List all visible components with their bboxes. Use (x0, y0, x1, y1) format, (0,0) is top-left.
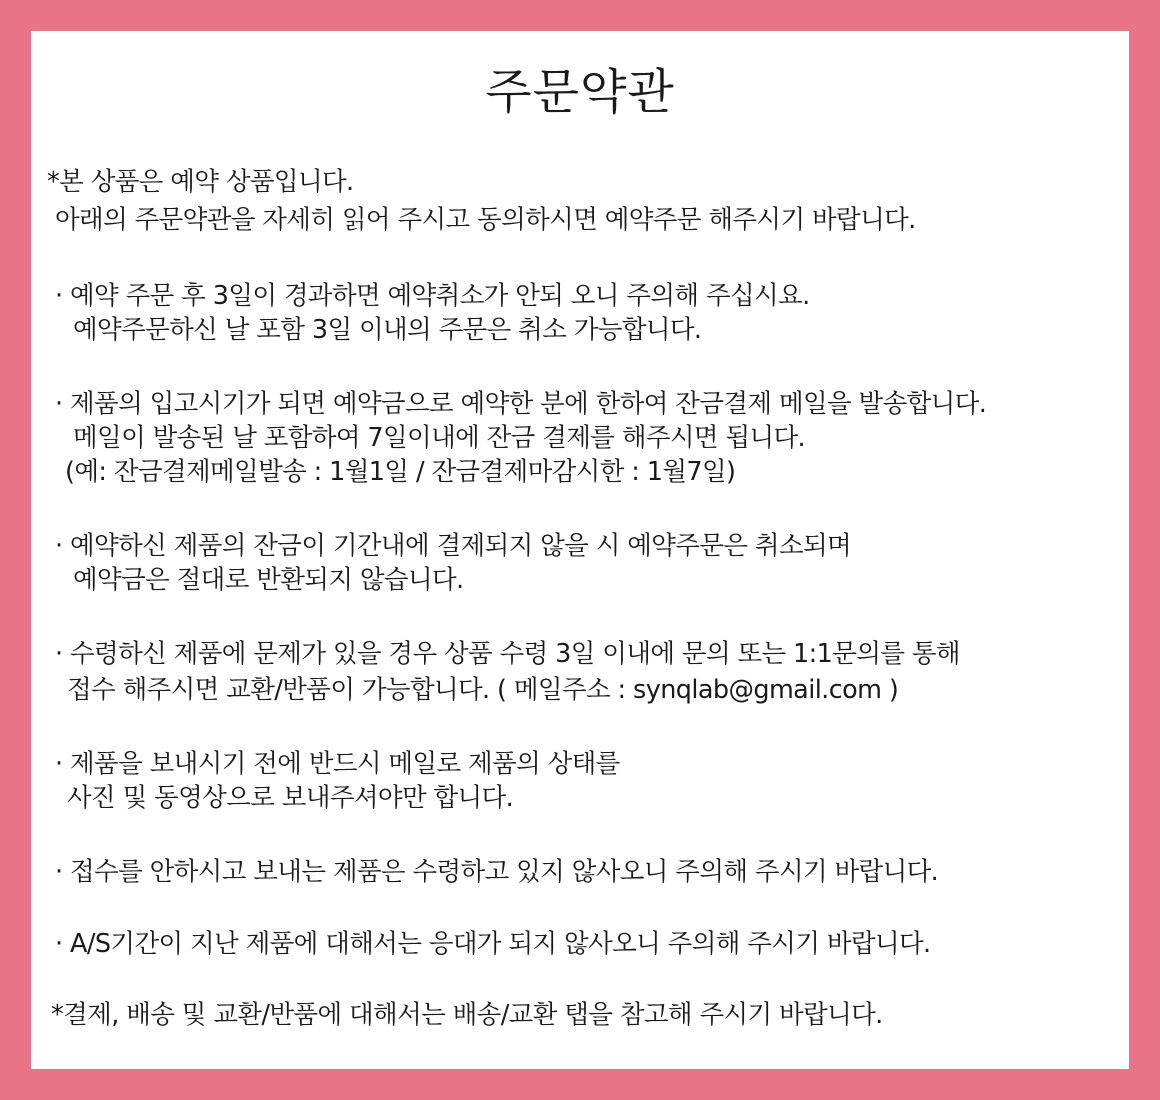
section-5-line-1: · 제품을 보내시기 전에 반드시 메일로 제품의 상태를 (55, 749, 620, 779)
section-4-line-1: · 수령하신 제품에 문제가 있을 경우 상품 수령 3일 이내에 문의 또는 1:1문의를 통해 (55, 639, 960, 669)
section-6-line-1: · 접수를 안하시고 보내는 제품은 수령하고 있지 않사오니 주의해 주시기 바랍니다. (55, 857, 939, 887)
section-3-line-2: 예약금은 절대로 반환되지 않습니다. (73, 565, 464, 595)
section-2-line-2: 메일이 발송된 날 포함하여 7일이내에 잔금 결제를 해주시면 됩니다. (73, 423, 806, 453)
section-7-line-1: · A/S기간이 지난 제품에 대해서는 응대가 되지 않사오니 주의해 주시기 바랍니다. (55, 929, 931, 959)
intro-line-1: *본 상품은 예약 상품입니다. (47, 167, 354, 197)
section-2-line-1: · 제품의 입고시기가 되면 예약금으로 예약한 분에 한하여 잔금결제 메일을 발송합니다. (55, 389, 987, 419)
page-title: 주문약관 (485, 64, 675, 120)
section-5-line-2: 사진 및 동영상으로 보내주셔야만 합니다. (67, 783, 514, 813)
section-1-line-2: 예약주문하신 날 포함 3일 이내의 주문은 취소 가능합니다. (73, 315, 702, 345)
section-3-line-1: · 예약하신 제품의 잔금이 기간내에 결제되지 않을 시 예약주문은 취소되며 (55, 531, 852, 561)
intro-line-2: 아래의 주문약관을 자세히 읽어 주시고 동의하시면 예약주문 해주시기 바랍니다. (55, 205, 916, 235)
section-4-line-2: 접수 해주시면 교환/반품이 가능합니다. ( 메일주소 : synqlab@gmail.com ) (67, 675, 899, 705)
section-1-line-1: · 예약 주문 후 3일이 경과하면 예약취소가 안되 오니 주의해 주십시요. (55, 281, 810, 311)
footer-note: *결제, 배송 및 교환/반품에 대해서는 배송/교환 탭을 참고해 주시기 바랍니다. (51, 1000, 883, 1030)
terms-panel (31, 31, 1129, 1069)
section-2-line-3: (예: 잔금결제메일발송 : 1월1일 / 잔금결제마감시한 : 1월7일) (65, 457, 736, 487)
